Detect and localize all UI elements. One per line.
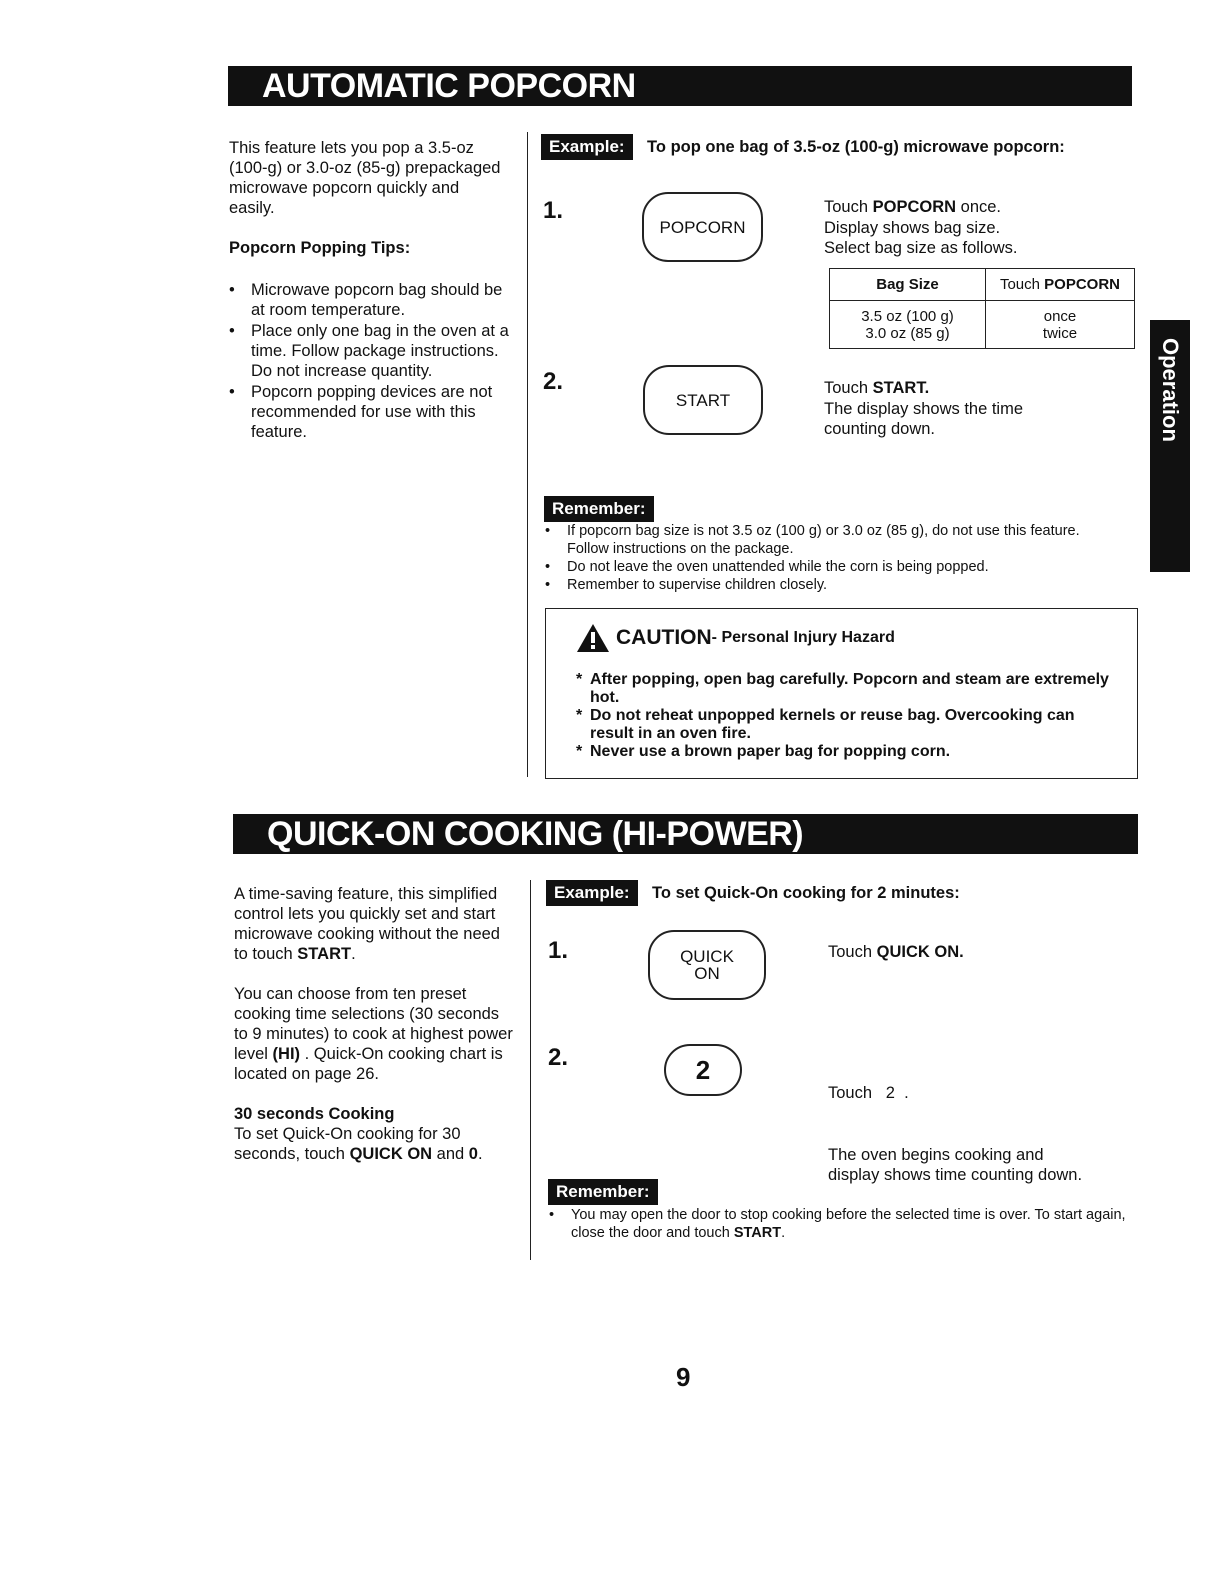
caution-subtitle: - Personal Injury Hazard [711, 629, 895, 646]
column-divider [527, 132, 528, 777]
quickon-remember-row [548, 1179, 658, 1205]
operation-side-tab: Operation [1150, 320, 1190, 572]
step-number: 2. [543, 368, 564, 395]
popcorn-key: POPCORN [642, 192, 763, 262]
quickon-example-row [546, 880, 960, 906]
column-divider [530, 880, 531, 1260]
example-text: To set Quick-On cooking for 2 minutes: [652, 884, 960, 902]
popcorn-intro-column [229, 138, 509, 443]
quick-step1-description: Touch QUICK ON. [828, 943, 964, 961]
quick-step2-description: Touch 2 . The oven begins cooking and display shows time counting down. [828, 1084, 1083, 1184]
quickon-section-title: QUICK-ON COOKING (HI-POWER) [233, 814, 1138, 854]
quickon-remember-list [549, 1206, 1139, 1242]
table-cell: once twice [986, 301, 1135, 349]
popcorn-tips-list [229, 280, 509, 442]
start-key: START [643, 365, 763, 435]
list-item: • Place only one bag in the oven at a time. Follow package instructions. Do not increase quantity. [229, 321, 509, 381]
popcorn-remember-list [545, 522, 1125, 594]
caution-header [576, 623, 895, 653]
popcorn-remember-row [544, 496, 654, 522]
caution-title: CAUTION [616, 626, 712, 649]
example-tag: Example: [546, 880, 638, 906]
list-item: • Microwave popcorn bag should be at room temperature. [229, 280, 509, 320]
popcorn-intro-text: This feature lets you pop a 3.5-oz (100-g) or 3.0-oz (85-g) prepackaged microwave popcorn quickly and easily. [229, 139, 501, 217]
page-number: 9 [676, 1362, 691, 1392]
list-item: • If popcorn bag size is not 3.5 oz (100 g) or 3.0 oz (85 g), do not use this feature. Follow instructions on the package. [545, 522, 1125, 558]
list-item: * After popping, open bag carefully. Popcorn and steam are extremely hot. [576, 671, 1116, 706]
step-number: 1. [543, 197, 564, 224]
example-text: To pop one bag of 3.5-oz (100-g) microwave popcorn: [647, 138, 1065, 156]
warning-icon [576, 623, 610, 653]
bag-size-table [829, 268, 1135, 349]
popcorn-example-row [541, 134, 1065, 160]
list-item: • Do not leave the oven unattended while the corn is being popped. [545, 558, 1125, 576]
remember-tag: Remember: [548, 1179, 658, 1205]
caution-box [545, 608, 1138, 779]
remember-tag: Remember: [544, 496, 654, 522]
step-number: 2. [548, 1044, 569, 1071]
quickon-paragraph-2: You can choose from ten preset cooking time selections (30 seconds to 9 minutes) to cook at highest power level (HI) . Quick-On cooking chart is located on page 26. [234, 985, 513, 1083]
list-item: • You may open the door to stop cooking before the selected time is over. To start again, close the door and touch START. [549, 1206, 1139, 1242]
list-item: • Popcorn popping devices are not recommended for use with this feature. [229, 382, 509, 442]
list-item: * Never use a brown paper bag for popping corn. [576, 743, 1116, 761]
list-item: * Do not reheat unpopped kernels or reuse bag. Overcooking can result in an oven fire. [576, 707, 1116, 742]
quickon-paragraph-3: 30 seconds Cooking To set Quick-On cooking for 30 seconds, touch QUICK ON and 0. [234, 1105, 483, 1163]
popcorn-tips-heading: Popcorn Popping Tips: [229, 239, 411, 257]
number-2-key: 2 [664, 1044, 742, 1096]
list-item: • Remember to supervise children closely. [545, 576, 1125, 594]
step2-description: Touch START. The display shows the time counting down. [824, 379, 1024, 438]
table-cell: 3.5 oz (100 g) 3.0 oz (85 g) [830, 301, 986, 349]
table-header: Touch POPCORN [986, 269, 1135, 301]
quick-on-key: QUICK ON [648, 930, 766, 1000]
popcorn-section-title: AUTOMATIC POPCORN [228, 66, 1132, 106]
quickon-intro-column [234, 884, 514, 1184]
step-number: 1. [548, 937, 569, 964]
example-tag: Example: [541, 134, 633, 160]
table-header: Bag Size [830, 269, 986, 301]
caution-list [576, 671, 1116, 762]
step1-description: Touch POPCORN once. Display shows bag size. Select bag size as follows. [824, 198, 1018, 257]
quickon-paragraph-1: A time-saving feature, this simplified control lets you quickly set and start microwave cooking without the need to touch START. [234, 885, 500, 963]
